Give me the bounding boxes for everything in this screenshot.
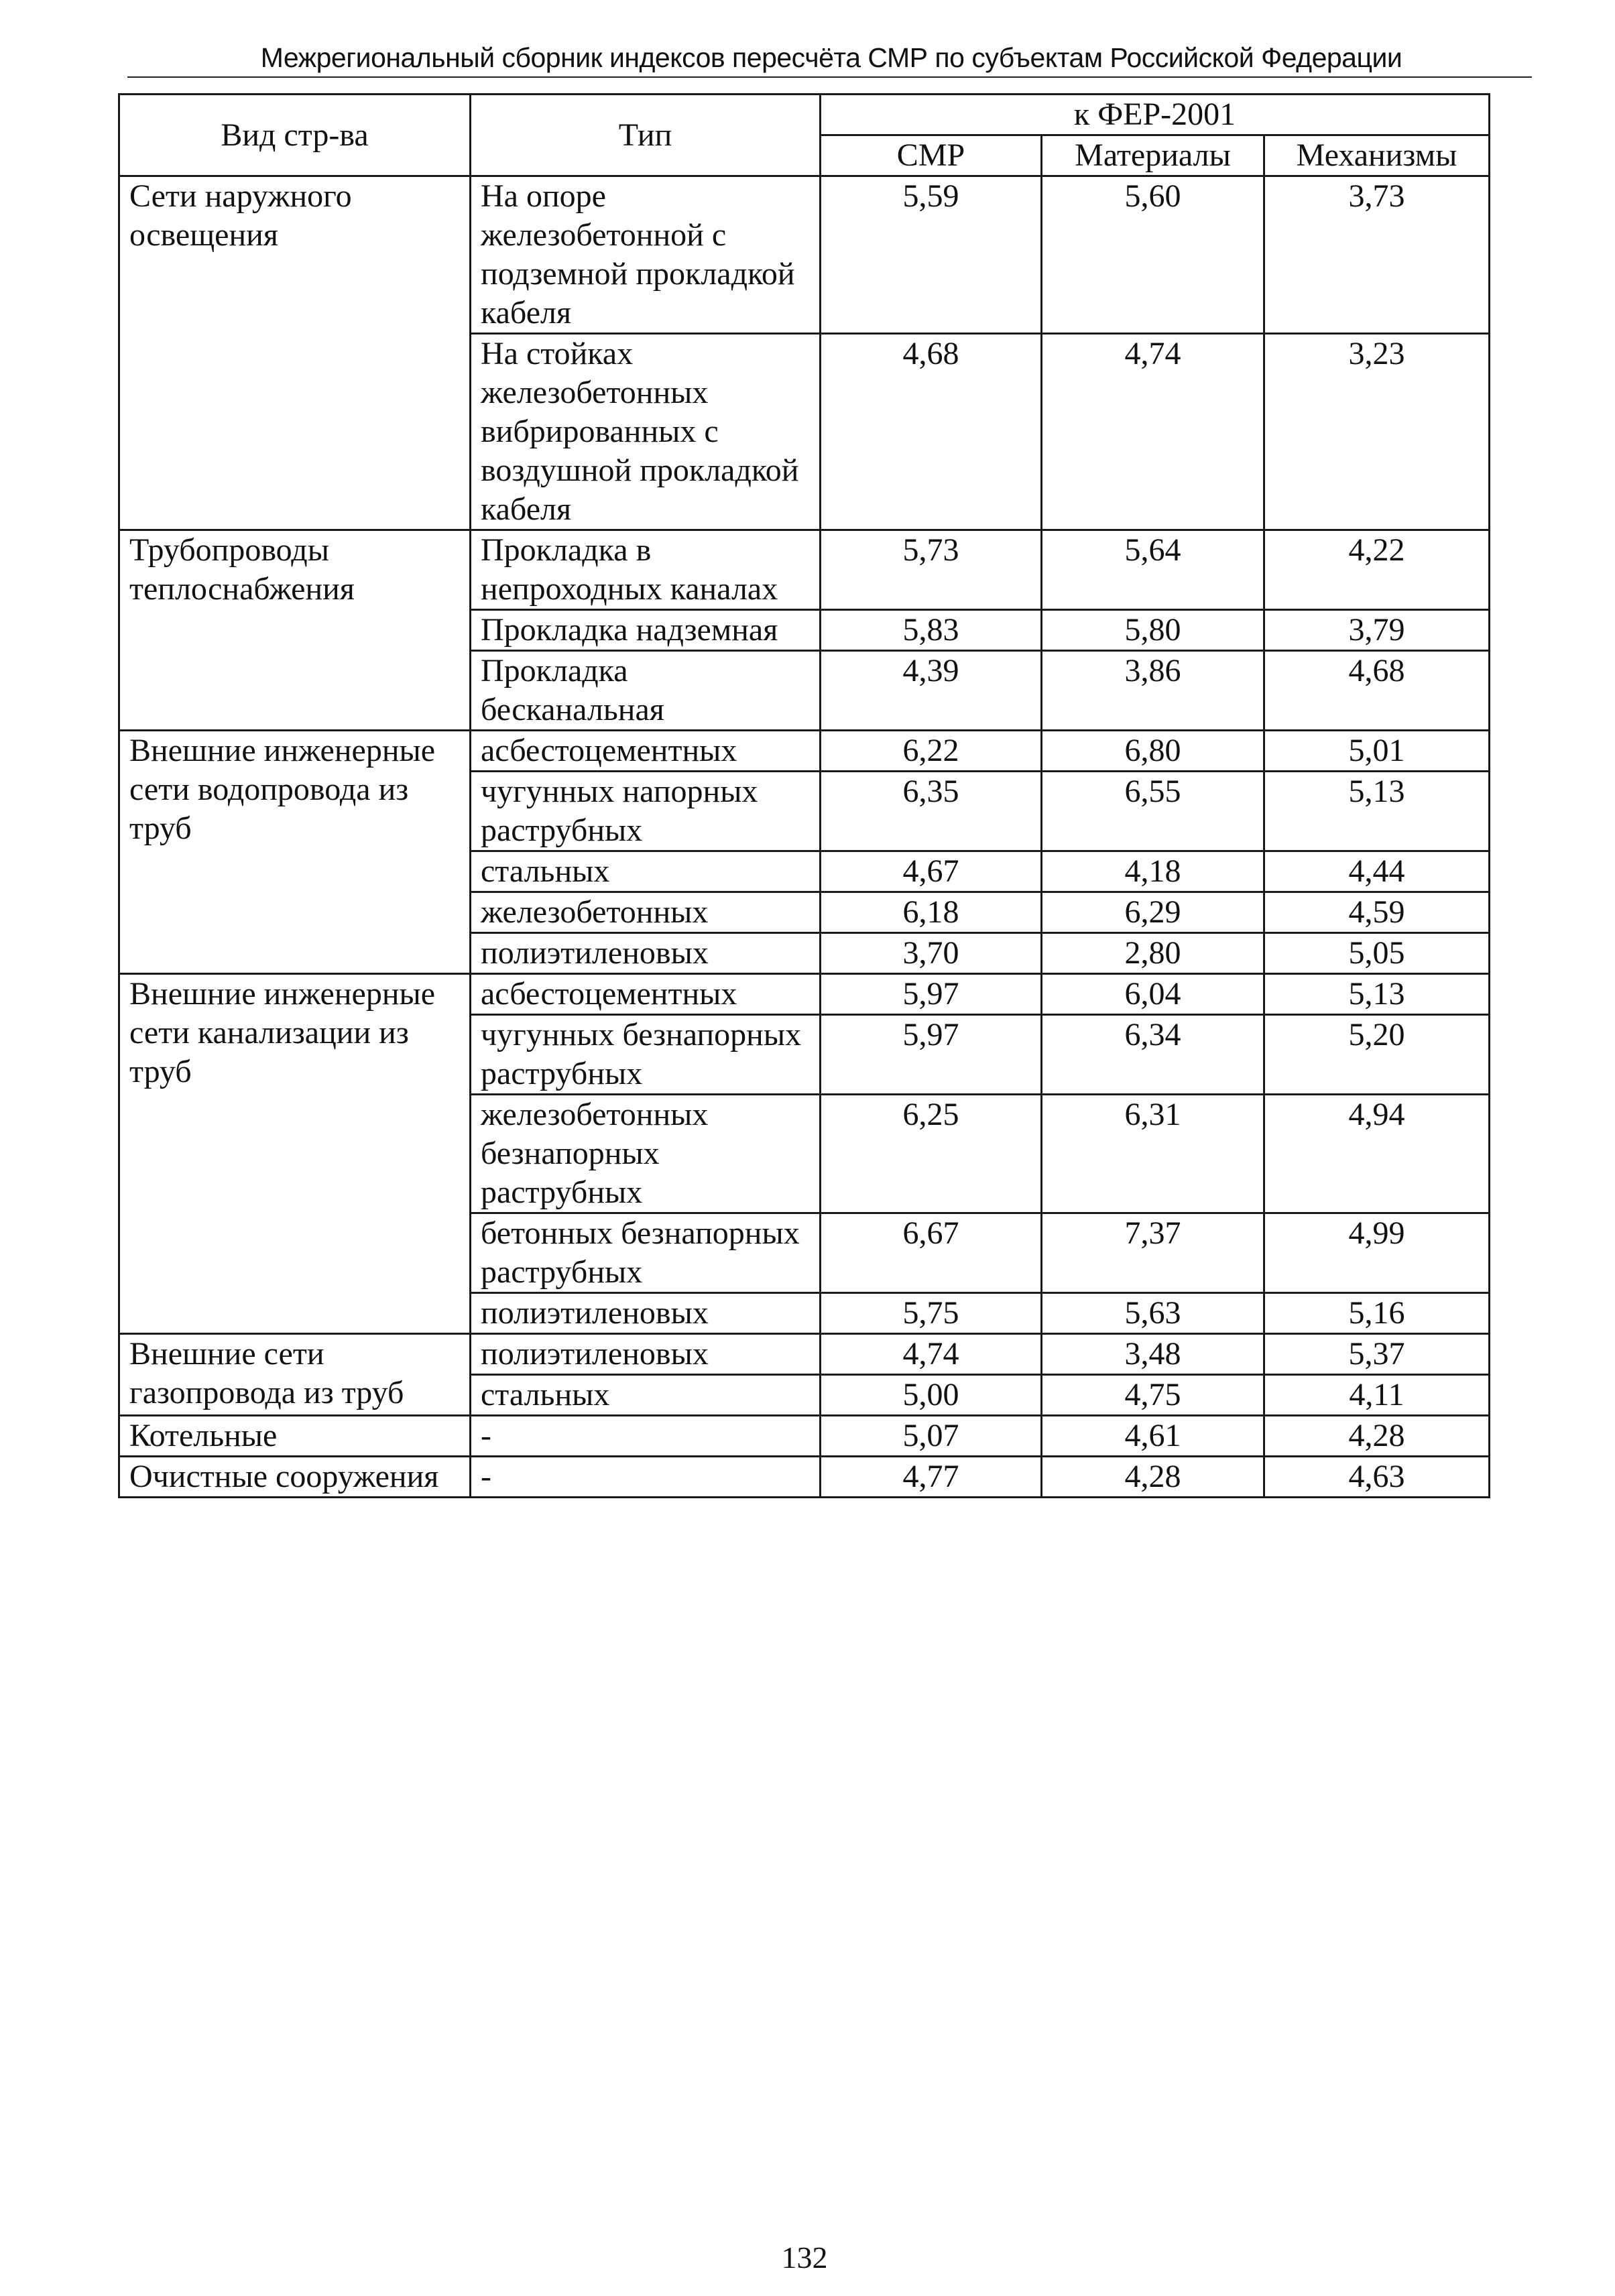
running-header: Межрегиональный сборник индексов пересчёта СМР по субъектам Российской Федерации: [260, 42, 1402, 73]
materials-value-cell: 2,80: [1042, 933, 1264, 974]
construction-kind-cell: Внешние сети газопровода из труб: [119, 1334, 471, 1416]
type-cell: бетонных безнапорных раструбных: [471, 1213, 821, 1293]
mechanisms-value-cell: 3,73: [1264, 176, 1490, 334]
materials-value-cell: 3,86: [1042, 651, 1264, 731]
smr-value-cell: 5,07: [821, 1416, 1042, 1457]
table-row: [119, 731, 1490, 772]
smr-value-cell: 3,70: [821, 933, 1042, 974]
table-row: [119, 974, 1490, 1015]
smr-value-cell: 5,97: [821, 974, 1042, 1015]
mechanisms-value-cell: 5,13: [1264, 974, 1490, 1015]
col-materials-header: Материалы: [1042, 135, 1264, 176]
smr-value-cell: 5,97: [821, 1015, 1042, 1095]
smr-value-cell: 5,75: [821, 1293, 1042, 1334]
col-smr-header: СМР: [821, 135, 1042, 176]
type-cell: стальных: [471, 851, 821, 892]
mechanisms-value-cell: 4,11: [1264, 1375, 1490, 1416]
materials-value-cell: 6,29: [1042, 892, 1264, 933]
smr-value-cell: 6,25: [821, 1095, 1042, 1213]
materials-value-cell: 6,04: [1042, 974, 1264, 1015]
mechanisms-value-cell: 4,44: [1264, 851, 1490, 892]
table-row: [119, 1457, 1490, 1498]
type-cell: Прокладка бесканальная: [471, 651, 821, 731]
group-header-fer2001: к ФЕР-2001: [821, 95, 1490, 135]
construction-kind-cell: Трубопроводы теплоснабжения: [119, 530, 471, 731]
type-cell: чугунных напорных раструбных: [471, 772, 821, 851]
header-rule: [127, 76, 1532, 78]
col-kind-header: Вид стр-ва: [119, 95, 471, 176]
col-mechanisms-header: Механизмы: [1264, 135, 1490, 176]
smr-value-cell: 5,73: [821, 530, 1042, 610]
smr-value-cell: 4,39: [821, 651, 1042, 731]
mechanisms-value-cell: 4,99: [1264, 1213, 1490, 1293]
type-cell: На стойках железобетонных вибрированных с воздушной прокладкой кабеля: [471, 334, 821, 530]
type-cell: полиэтиленовых: [471, 1334, 821, 1375]
type-cell: железобетонных: [471, 892, 821, 933]
header-row: [119, 95, 1490, 135]
construction-kind-cell: Внешние инженерные сети водопровода из труб: [119, 731, 471, 974]
type-cell: полиэтиленовых: [471, 933, 821, 974]
materials-value-cell: 4,28: [1042, 1457, 1264, 1498]
smr-value-cell: 6,35: [821, 772, 1042, 851]
page-number: 132: [781, 2240, 828, 2275]
smr-value-cell: 4,68: [821, 334, 1042, 530]
construction-kind-cell: Внешние инженерные сети канализации из труб: [119, 974, 471, 1334]
type-cell: асбестоцементных: [471, 731, 821, 772]
table-row: [119, 1416, 1490, 1457]
materials-value-cell: 6,55: [1042, 772, 1264, 851]
materials-value-cell: 6,80: [1042, 731, 1264, 772]
mechanisms-value-cell: 3,79: [1264, 610, 1490, 651]
construction-kind-cell: Очистные сооружения: [119, 1457, 471, 1498]
type-cell: стальных: [471, 1375, 821, 1416]
materials-value-cell: 7,37: [1042, 1213, 1264, 1293]
materials-value-cell: 4,75: [1042, 1375, 1264, 1416]
table-row: [119, 530, 1490, 610]
smr-value-cell: 5,00: [821, 1375, 1042, 1416]
smr-value-cell: 6,22: [821, 731, 1042, 772]
smr-value-cell: 5,83: [821, 610, 1042, 651]
mechanisms-value-cell: 5,01: [1264, 731, 1490, 772]
mechanisms-value-cell: 4,68: [1264, 651, 1490, 731]
smr-value-cell: 6,18: [821, 892, 1042, 933]
mechanisms-value-cell: 5,05: [1264, 933, 1490, 974]
mechanisms-value-cell: 5,13: [1264, 772, 1490, 851]
type-cell: полиэтиленовых: [471, 1293, 821, 1334]
mechanisms-value-cell: 4,22: [1264, 530, 1490, 610]
materials-value-cell: 6,31: [1042, 1095, 1264, 1213]
materials-value-cell: 5,63: [1042, 1293, 1264, 1334]
mechanisms-value-cell: 4,94: [1264, 1095, 1490, 1213]
construction-kind-cell: Сети наружного освещения: [119, 176, 471, 530]
smr-value-cell: 4,67: [821, 851, 1042, 892]
mechanisms-value-cell: 4,28: [1264, 1416, 1490, 1457]
type-cell: -: [471, 1416, 821, 1457]
indices-table: [118, 93, 1490, 1498]
materials-value-cell: 5,60: [1042, 176, 1264, 334]
type-cell: На опоре железобетонной с подземной прокладкой кабеля: [471, 176, 821, 334]
mechanisms-value-cell: 5,20: [1264, 1015, 1490, 1095]
construction-kind-cell: Котельные: [119, 1416, 471, 1457]
materials-value-cell: 4,74: [1042, 334, 1264, 530]
mechanisms-value-cell: 4,59: [1264, 892, 1490, 933]
materials-value-cell: 4,61: [1042, 1416, 1264, 1457]
table-row: [119, 176, 1490, 334]
table-head: [119, 95, 1490, 176]
table-row: [119, 1334, 1490, 1375]
smr-value-cell: 5,59: [821, 176, 1042, 334]
smr-value-cell: 6,67: [821, 1213, 1042, 1293]
materials-value-cell: 4,18: [1042, 851, 1264, 892]
table-body: [119, 176, 1490, 1498]
mechanisms-value-cell: 3,23: [1264, 334, 1490, 530]
mechanisms-value-cell: 4,63: [1264, 1457, 1490, 1498]
smr-value-cell: 4,77: [821, 1457, 1042, 1498]
type-cell: чугунных безнапорных раструбных: [471, 1015, 821, 1095]
mechanisms-value-cell: 5,16: [1264, 1293, 1490, 1334]
materials-value-cell: 6,34: [1042, 1015, 1264, 1095]
materials-value-cell: 5,64: [1042, 530, 1264, 610]
smr-value-cell: 4,74: [821, 1334, 1042, 1375]
type-cell: -: [471, 1457, 821, 1498]
col-type-header: Тип: [471, 95, 821, 176]
materials-value-cell: 3,48: [1042, 1334, 1264, 1375]
materials-value-cell: 5,80: [1042, 610, 1264, 651]
type-cell: железобетонных безнапорных раструбных: [471, 1095, 821, 1213]
mechanisms-value-cell: 5,37: [1264, 1334, 1490, 1375]
type-cell: асбестоцементных: [471, 974, 821, 1015]
type-cell: Прокладка надземная: [471, 610, 821, 651]
type-cell: Прокладка в непроходных каналах: [471, 530, 821, 610]
